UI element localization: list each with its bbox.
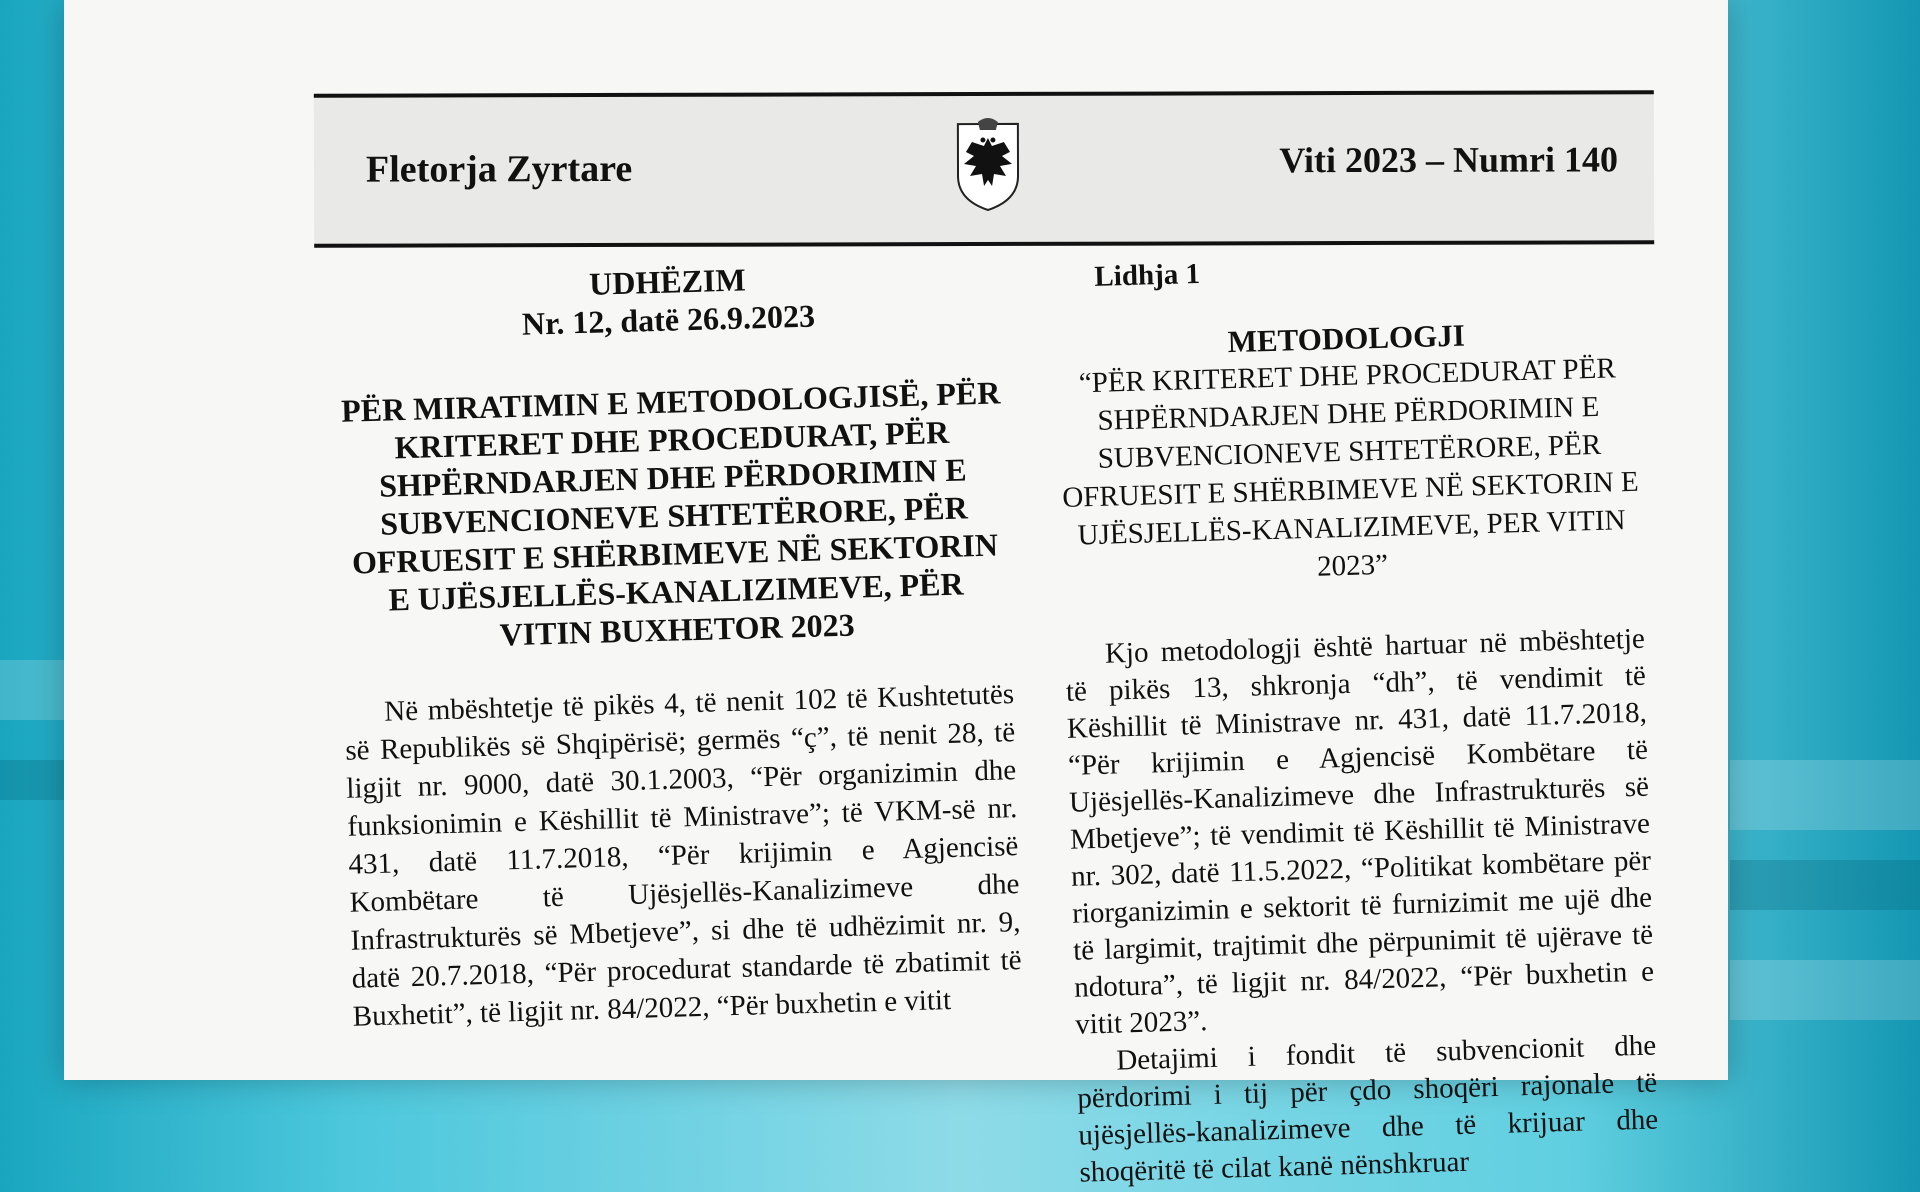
document-title: PËR MIRATIMIN E METODOLOGJISË, PËR KRITERET DHE PROCEDURAT, PËR SHPËRNDARJEN DHE PËRDORIMIN E SUBVENCIONEVE SHTETËRORE, PËR OFRUESIT E SHËRBIMEVE NË SEKTORIN E UJËSJELLËS-KANALIZIMEVE, PËR VITIN BUXHETOR 2023 <box>340 374 1001 653</box>
body-paragraph: Në mbështetje të pikës 4, të nenit 102 të Kushtetutës së Republikës së Shqipërisë; germës “ç”, të nenit 28, të ligjit nr. 9000, datë 30.1.2003, “Për organizimin dhe funksionimin e Këshillit të Ministrave”; të VKM-së nr. 431, datë 11.7.2018, “Për krijimin e Agjencisë Kombëtare të Ujësjellës-Kanalizimeve dhe Infrastrukturës së Mbetjeve”, si dhe të udhëzimit nr. 9, datë 20.7.2018, “Për procedurat standarde të zbatimit të Buxhetit”, të ligjit nr. 84/2022, “Për buxhetin e vitit <box>344 678 1022 1033</box>
document-body <box>344 675 1023 1036</box>
methodology-heading: METODOLOGJI <box>1227 317 1466 360</box>
methodology-subtitle: “PËR KRITERET DHE PROCEDURAT PËR SHPËRNDARJEN DHE PËRDORIMIN E SUBVENCIONEVE SHTETËRORE, PËR OFRUESIT E SHËRBIMEVE NË SEKTORIN E UJËSJELLËS-KANALIZIMEVE, PER VITIN 2023” <box>1061 352 1640 583</box>
methodology-body <box>1064 621 1659 1192</box>
publication-title: Fletorja Zyrtare <box>365 147 633 191</box>
background-stripe <box>1730 960 1920 1020</box>
right-column <box>1054 246 1660 1192</box>
background-stripe <box>1730 760 1920 830</box>
left-column <box>332 253 1023 1035</box>
document-number: Nr. 12, datë 26.9.2023 <box>521 297 816 342</box>
gazette-page <box>64 0 1728 1189</box>
body-paragraph: Detajimi i fondit të subvencionit dhe përdorimi i tij për çdo shoqëri rajonale të ujësjellës-kanalizimeve dhe të krijuar dhe shoqëritë të cilat kanë nënshkruar <box>1076 1029 1659 1189</box>
albanian-eagle-emblem-icon <box>954 116 1022 212</box>
background-stripe <box>1730 860 1920 910</box>
issue-number: Viti 2023 – Numri 140 <box>1279 139 1619 181</box>
annex-label: Lidhja 1 <box>1093 257 1201 293</box>
document-type: UDHËZIM <box>588 261 747 302</box>
masthead <box>314 90 1654 248</box>
body-paragraph: Kjo metodologji është hartuar në mbështetje të pikës 13, shkronja “dh”, të vendimit të Këshillit të Ministrave nr. 431, datë 11.7.2018, “Për krijimin e Agjencisë Kombëtare të Ujësjellës-Kanalizimeve dhe Infrastrukturës së Mbetjeve”; të vendimit të Këshillit të Ministrave nr. 302, datë 11.5.2022, “Politikat kombëtare për riorganizimin e sektorit të furnizimit me ujë dhe të largimit, trajtimit dhe përpunimit të ujërave të ndotura”, të ligjit nr. 84/2022, “Për buxhetin e vitit 2023”. <box>1065 622 1655 1041</box>
